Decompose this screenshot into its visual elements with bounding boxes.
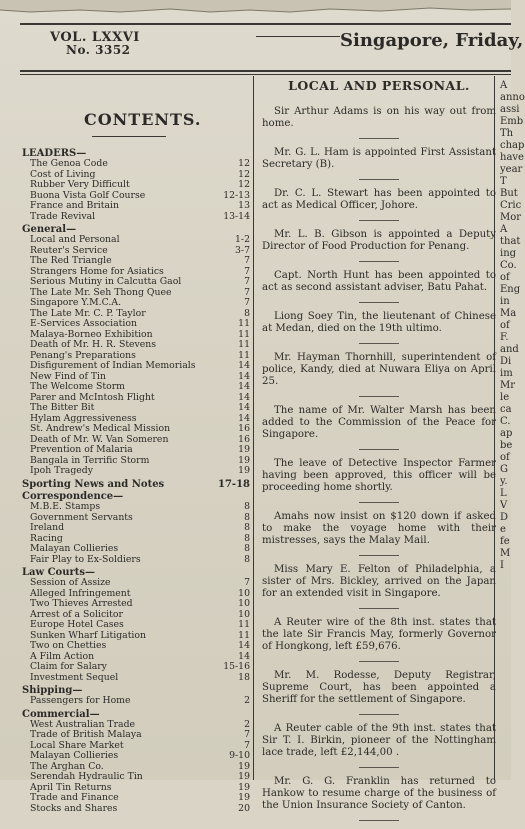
entry-title: Disfigurement of Indian Memorials [30,360,196,371]
page-number: 8 [244,532,250,544]
item-separator [359,714,399,715]
fragment-line: Co. [500,260,517,271]
page-number: 7 [244,255,250,266]
page-number: 11 [238,328,250,340]
fragment-line: Eng [500,284,521,295]
fragment-line: Mr [500,380,516,391]
masthead-top-rule [20,23,511,25]
fragment-line: in [500,296,510,307]
contents-section-heading: LEADERS— [22,148,87,159]
entry-title: April Tin Returns [30,781,112,793]
contents-section-heading: Law Courts— [22,567,96,578]
news-item: Mr. G. G. Franklin has returned to Hankow to resume charge of the business of the Union Insurance Society of Canton. [262,776,496,811]
entry-title: Two on Chetties [30,640,107,651]
fragment-line: V [500,500,508,511]
page-number: 19 [238,771,250,782]
entry-title: Buona Vista Golf Course [30,189,146,201]
masthead-bottom-rule-thin [20,74,511,75]
entry-title: St. Andrew's Medical Mission [30,423,171,434]
news-item: The leave of Detective Inspector Farmer having been approved, this officer will be proceeding home shortly. [262,458,496,493]
page-number: 12 [238,158,250,169]
page-number: 2 [244,718,250,730]
entry-title: Rubber Very Difficult [30,179,130,190]
contents-entry [22,502,250,513]
fragment-line: M [500,548,511,559]
page-number: 14 [238,370,250,382]
entry-title: Serious Mutiny in Calcutta Gaol [30,276,182,287]
entry-title: Fair Play to Ex-Soldiers [30,553,141,565]
contents-section-heading: General— [22,224,77,235]
entry-title: Malayan Collieries [30,543,119,554]
contents-entry [22,673,250,684]
news-item: Dr. C. L. Stewart has been appointed to act as Medical Officer, Johore. [262,188,496,211]
entry-title: Parer and McIntosh Flight [30,391,155,403]
entry-title: Death of Mr. W. Van Someren [30,433,169,445]
fragment-line: But [500,188,518,199]
fragment-line: D [500,512,509,523]
contents-entry [22,772,250,783]
entry-title: Local Share Market [30,739,124,751]
page-number: 11 [238,619,250,630]
page-number: 10 [238,598,250,609]
page-number: 11 [238,629,250,641]
entry-title: Passengers for Home [30,695,131,706]
fragment-line: C. [500,416,511,427]
page-number: 7 [244,729,250,740]
item-separator [359,220,399,221]
page-number: 19 [238,792,250,803]
entry-title: Stocks and Shares [30,802,118,814]
entry-title: Malayan Collieries [30,750,119,761]
news-item: A Reuter wire of the 8th inst. states that the late Sir Francis May, formerly Governor of Hongkong, left £59,676. [262,617,496,652]
page-number: 9-10 [229,750,250,761]
contents-entry [22,641,250,652]
page-number: 18 [238,671,250,683]
fragment-line: and [500,344,519,355]
page-number: 7 [244,297,250,308]
item-separator [359,820,399,821]
entry-title: New Find of Tin [30,370,107,382]
item-separator [359,661,399,662]
fragment-line: G [500,464,508,475]
contents-entry [22,361,250,372]
entry-title: Bangala in Terrific Storm [30,454,150,466]
masthead-bottom-rule [20,70,511,72]
entry-title: A Film Action [30,650,95,662]
entry-title: Cost of Living [30,168,96,180]
column-rule-1 [253,76,254,780]
contents-entry [22,544,250,555]
fragment-line: y. [500,476,508,487]
contents-entry [22,382,250,393]
news-item: Amahs now insist on $120 down if asked to make the voyage home with their mistresses, says the Malay Mail. [262,511,496,546]
fragment-line: A [500,224,508,235]
contents-entry [22,662,250,673]
item-separator [359,396,399,397]
fragment-line: ap [500,428,513,439]
fragment-line: of [500,452,510,463]
contents-title: CONTENTS. [84,110,202,129]
entry-title: The Red Triangle [30,255,112,266]
page-number: 19 [238,781,250,793]
entry-title: The Late Mr. Seh Thong Quee [30,286,172,298]
contents-section-heading: Correspondence— [22,491,124,502]
entry-title: West Australian Trade [30,718,136,730]
contents-entry [22,751,250,762]
page-number: 8 [244,543,250,554]
page-number: 19 [238,444,250,455]
news-item: A Reuter cable of the 9th inst. states that Sir T. I. Birkin, pioneer of the Nottingham lace trade, left £2,144,00 . [262,723,496,758]
page-number: 15-16 [223,661,250,672]
entry-title: France and Britain [30,200,120,211]
entry-title: Death of Mr. H. R. Stevens [30,339,157,350]
fragment-line: of [500,272,510,283]
page-number: 2 [244,695,250,706]
fragment-line: fe [500,536,510,547]
column-heading: LOCAL AND PERSONAL. [288,78,470,93]
item-separator [359,502,399,503]
item-separator [359,343,399,344]
entry-title: Trade and Finance [30,792,119,803]
entry-title: M.B.E. Stamps [30,501,101,512]
entry-title: Serendah Hydraulic Tin [30,771,143,782]
page-number: 12-13 [223,189,250,201]
contents-entry [22,201,250,212]
contents-entry [22,804,250,815]
item-separator [359,555,399,556]
contents-entry [22,424,250,435]
page-number: 3-7 [235,244,250,256]
right-column-fragment [500,80,525,572]
fragment-line: L [500,488,507,499]
item-separator [359,138,399,139]
volume-label: VOL. LXXVI [50,30,140,45]
entry-title: Alleged Infringement [30,587,131,599]
page-number: 19 [238,760,250,772]
news-item: Liong Soey Tin, the lieutenant of Chinese at Medan, died on the 19th ultimo. [262,311,496,334]
entry-title: E-Services Association [30,318,137,329]
fragment-line: anno [500,92,525,103]
contents-entry [22,696,250,707]
contents-entry [22,555,250,566]
page-number: 1-2 [235,234,250,245]
page-number: 16 [238,423,250,434]
page-number: 11 [238,339,250,350]
fragment-line: assi [500,104,520,115]
page-number: 7 [244,265,250,277]
contents-title-rule [92,136,166,137]
entry-title: Session of Assize [30,577,111,588]
page-number: 16 [238,433,250,445]
entry-title: Trade of British Malaya [30,729,142,740]
contents-entry [22,578,250,589]
contents-section-heading: Shipping— [22,685,83,696]
contents-entry [22,319,250,330]
page-number: 8 [244,511,250,523]
news-item: Capt. North Hunt has been appointed to act as second assistant adviser, Batu Pahat. [262,270,496,293]
fragment-line: year [500,164,523,175]
entry-title: Prevention of Malaria [30,444,133,455]
page-number: 8 [244,522,250,533]
entry-title: Trade Revival [30,210,96,222]
entry-title: Arrest of a Solicitor [30,608,123,620]
entry-title: Singapore Y.M.C.A. [30,297,122,308]
fragment-line: I [500,560,504,571]
contents-list [22,146,250,814]
page-number: 14 [238,391,250,403]
contents-entry [22,277,250,288]
entry-title: Local and Personal [30,234,120,245]
entry-title: Strangers Home for Asiatics [30,265,164,277]
entry-title: Malaya-Borneo Exhibition [30,328,153,340]
item-separator [359,179,399,180]
contents-entry [22,403,250,414]
fragment-line: Emb [500,116,524,127]
fragment-line: im [500,368,513,379]
page-number: 11 [238,318,250,329]
contents-entry [22,599,250,610]
contents-entry [22,730,250,741]
page-number: 7 [244,577,250,588]
fragment-line: Th [500,128,514,139]
page-number: 8 [244,501,250,512]
fragment-line: chap [500,140,525,151]
item-separator [359,261,399,262]
fragment-line: F. [500,332,509,343]
page-number: 8 [244,553,250,565]
page-number: 14 [238,650,250,662]
news-item: The name of Mr. Walter Marsh has been added to the Commission of the Peace for Singapore. [262,405,496,440]
entry-title: Racing [30,532,63,544]
contents-entry [22,523,250,534]
fragment-line: that [500,236,521,247]
fragment-line: Mor [500,212,522,223]
page-number: 11 [238,349,250,361]
page-number: 19 [238,454,250,466]
fragment-line: be [500,440,513,451]
issue-number: No. 3352 [66,43,131,57]
fragment-line: A [500,80,508,91]
entry-title: Europe Hotel Cases [30,619,124,630]
fragment-line: le [500,392,510,403]
entry-title: Claim for Salary [30,661,107,672]
news-item: Miss Mary E. Felton of Philadelphia, a sister of Mrs. Bickley, arrived on the Japan for an extended visit in Singapore. [262,564,496,599]
entry-title: The Late Mr. C. P. Taylor [30,307,146,319]
entry-title: Ireland [30,522,65,533]
news-items [258,106,500,821]
entry-title: The Bitter Bit [30,402,95,413]
entry-title: The Arghan Co. [30,760,104,772]
contents-entry [22,340,250,351]
fragment-line: T [500,176,507,187]
entry-title: Two Thieves Arrested [30,598,133,609]
contents-entry [22,466,250,477]
contents-entry [22,298,250,309]
entry-title: The Welcome Storm [30,381,125,392]
contents-section-heading [22,479,250,490]
page-number: 14 [238,640,250,651]
fragment-line: Di [500,356,512,367]
page-number: 12 [238,168,250,180]
entry-title: Penang's Preparations [30,349,136,361]
fragment-line: ing [500,248,517,259]
entry-title: Government Servants [30,511,133,523]
page-number: 7 [244,739,250,751]
page-number: 14 [238,402,250,413]
page-number: 14 [238,360,250,371]
fragment-line: of [500,320,510,331]
page-number: 12 [238,179,250,190]
contents-entry [22,445,250,456]
fragment-line: e [500,524,506,535]
item-separator [359,767,399,768]
news-item: Sir Arthur Adams is on his way out from home. [262,106,496,129]
entry-title: Sunken Wharf Litigation [30,629,146,641]
contents-entry [22,212,250,223]
contents-entry [22,256,250,267]
news-item: Mr. L. B. Gibson is appointed a Deputy Director of Food Production for Penang. [262,229,496,252]
page-number: 17-18 [218,478,250,490]
entry-title: Reuter's Service [30,244,108,256]
entry-title: Investment Sequel [30,671,119,683]
news-item: Mr. Hayman Thornhill, superintendent of police, Kandy, died at Nuwara Eliya on April 25. [262,352,496,387]
contents-entry [22,180,250,191]
masthead-date: Singapore, Friday, [340,30,524,51]
section-heading-text: Sporting News and Notes [22,478,165,490]
page-number: 13-14 [223,210,250,222]
local-and-personal-column [258,80,500,829]
page-number: 8 [244,307,250,319]
page-number: 10 [238,608,250,620]
fragment-line: have [500,152,524,163]
contents-entry [22,793,250,804]
item-separator [359,449,399,450]
page-number: 7 [244,276,250,287]
page-number: 19 [238,465,250,476]
fragment-line: Cric [500,200,522,211]
contents-entry [22,620,250,631]
news-item: Mr. M. Rodesse, Deputy Registrar, Supreme Court, has been appointed a Sheriff for the settlement of Singapore. [262,670,496,705]
contents-section-heading: Commercial— [22,708,100,720]
contents-entry [22,235,250,246]
item-separator [359,302,399,303]
entry-title: Hylam Aggressiveness [30,412,137,424]
page-number: 7 [244,286,250,298]
news-item: Mr. G. L. Ham is appointed First Assistant Secretary (B). [262,147,496,170]
item-separator [359,608,399,609]
page-number: 14 [238,381,250,392]
entry-title: The Genoa Code [30,158,108,169]
page-number: 14 [238,412,250,424]
contents-entry [22,159,250,170]
fragment-line: ca [500,404,512,415]
fragment-line: Ma [500,308,517,319]
page-number: 13 [238,200,250,211]
masthead-divider [256,36,340,37]
page-number: 10 [238,587,250,599]
entry-title: Ipoh Tragedy [30,465,94,476]
page-number: 20 [238,802,250,814]
